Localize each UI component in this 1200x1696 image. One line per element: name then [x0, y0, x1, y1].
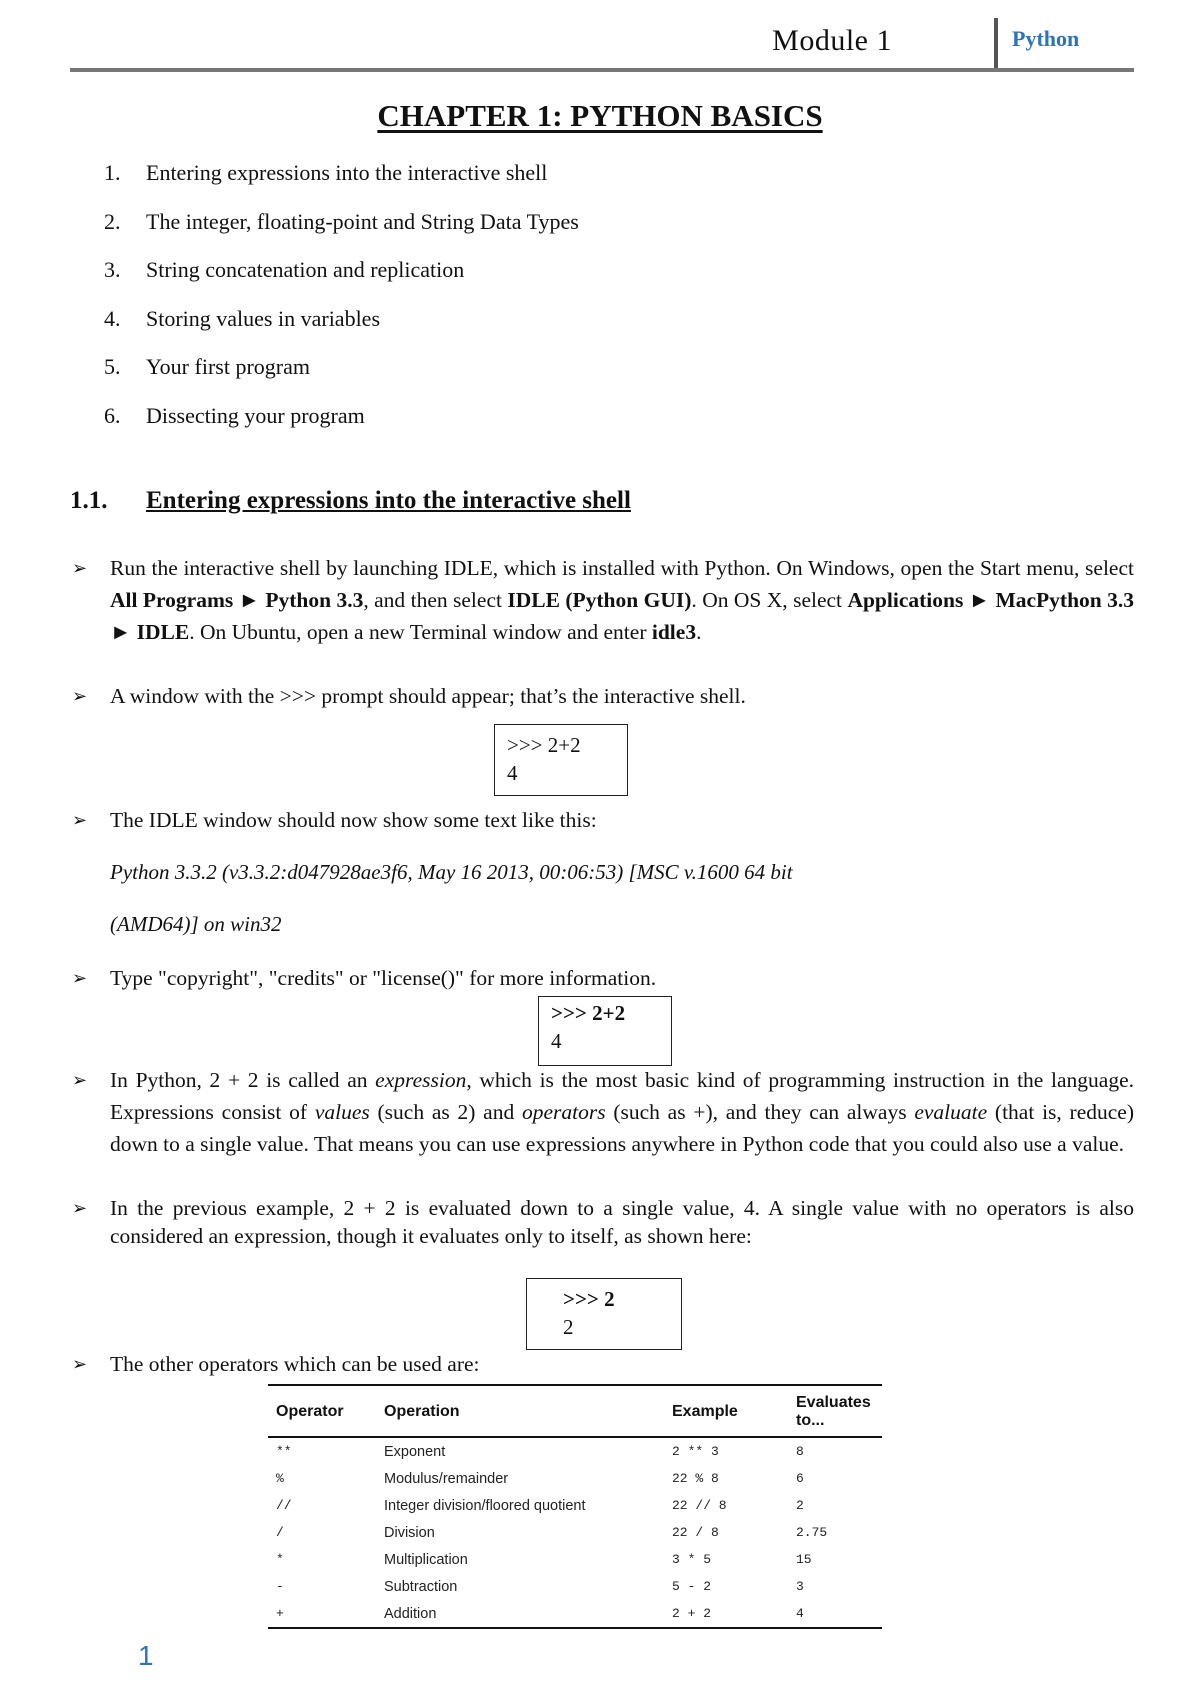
table-row: - Subtraction 5 - 2 3: [276, 1578, 804, 1595]
header-rule: [70, 68, 1134, 72]
bullet-copyright: ➢ Type "copyright", "credits" or "license()" for more information.: [72, 962, 1134, 994]
list-item: 4. Storing values in variables: [104, 305, 381, 331]
table-header-row: [268, 1385, 882, 1437]
bullet-arrow-icon: ➢: [72, 1354, 88, 1374]
chapter-title: CHAPTER 1: PYTHON BASICS: [377, 98, 823, 133]
column-header: Example: [664, 1385, 788, 1437]
shell-example-box: >>> 2+2 4: [538, 996, 672, 1066]
table-row: + Addition 2 + 2 4: [268, 1600, 882, 1628]
bullet-arrow-icon: ➢: [72, 1070, 88, 1090]
table-row: ** Exponent 2 ** 3 8: [276, 1443, 804, 1460]
section-heading: [70, 487, 631, 515]
bullet-expression-definition: ➢ In Python, 2 + 2 is called an expression, which is the most basic kind of programming instruction in the language. Expressions consist of values (such as 2) and operators (such as +), and they can always evaluate (that is, reduce) down to a single value. That means you can use expressions anywhere in Python code that you could also use a value.: [72, 1064, 1134, 1160]
section-number: 1.1.: [70, 487, 108, 514]
bullet-other-operators: ➢ The other operators which can be used are:: [72, 1348, 1134, 1380]
bullet-arrow-icon: ➢: [72, 558, 88, 578]
table-row: * Multiplication 3 * 5 15: [276, 1551, 812, 1568]
table-row: / Division 22 / 8 2.75: [276, 1524, 828, 1541]
shell-example-box: >>> 2+2 4: [494, 724, 628, 796]
header-topic-label: Python: [1012, 26, 1080, 51]
operator-table: [268, 1384, 882, 1629]
bullet-arrow-icon: ➢: [72, 968, 88, 988]
section-title: Entering expressions into the interactive shell: [146, 487, 631, 514]
bullet-arrow-icon: ➢: [72, 1198, 88, 1218]
python-version-banner: Python 3.3.2 (v3.3.2:d047928ae3f6, May 16 2013, 00:06:53) [MSC v.1600 64 bit: [110, 860, 793, 884]
list-item: 3. String concatenation and replication: [104, 257, 465, 282]
bullet-arrow-icon: ➢: [72, 810, 88, 830]
header-module-label: Module 1: [772, 24, 892, 57]
header-divider: [994, 18, 998, 70]
list-item: 6. Dissecting your program: [104, 402, 365, 428]
table-row: // Integer division/floored quotient 22 // 8 2: [276, 1497, 804, 1514]
python-version-banner-cont: (AMD64)] on win32: [110, 912, 282, 936]
column-header: Evaluates to...: [788, 1385, 882, 1437]
column-header: Operator: [268, 1385, 376, 1437]
bullet-launch-idle: ➢ Run the interactive shell by launching IDLE, which is installed with Python. On Windows, open the Start menu, select All Programs ► Python 3.3, and then select IDLE (Python GUI). On OS X, select Applications ► MacPython 3.3 ► IDLE. On Ubuntu, open a new Terminal window and enter idle3.: [72, 552, 1134, 648]
column-header: Operation: [376, 1385, 664, 1437]
shell-example-box: >>> 2 2: [526, 1278, 682, 1350]
bullet-single-value: ➢ In the previous example, 2 + 2 is evaluated down to a single value, 4. A single value with no operators is also considered an expression, though it evaluates only to itself, as shown here:: [72, 1196, 1134, 1248]
list-item: 2. The integer, floating-point and String Data Types: [104, 208, 579, 234]
bullet-idle-text: ➢ The IDLE window should now show some text like this:: [72, 804, 1134, 836]
list-item: 1. Entering expressions into the interactive shell: [104, 160, 548, 185]
bullet-arrow-icon: ➢: [72, 686, 88, 706]
chapter-contents-list: [104, 160, 579, 451]
bullet-prompt-window: ➢ A window with the >>> prompt should appear; that’s the interactive shell.: [72, 680, 1134, 712]
list-item: 5. Your first program: [104, 354, 310, 379]
page-number: 1: [138, 1640, 154, 1671]
table-row: % Modulus/remainder 22 % 8 6: [276, 1470, 804, 1487]
